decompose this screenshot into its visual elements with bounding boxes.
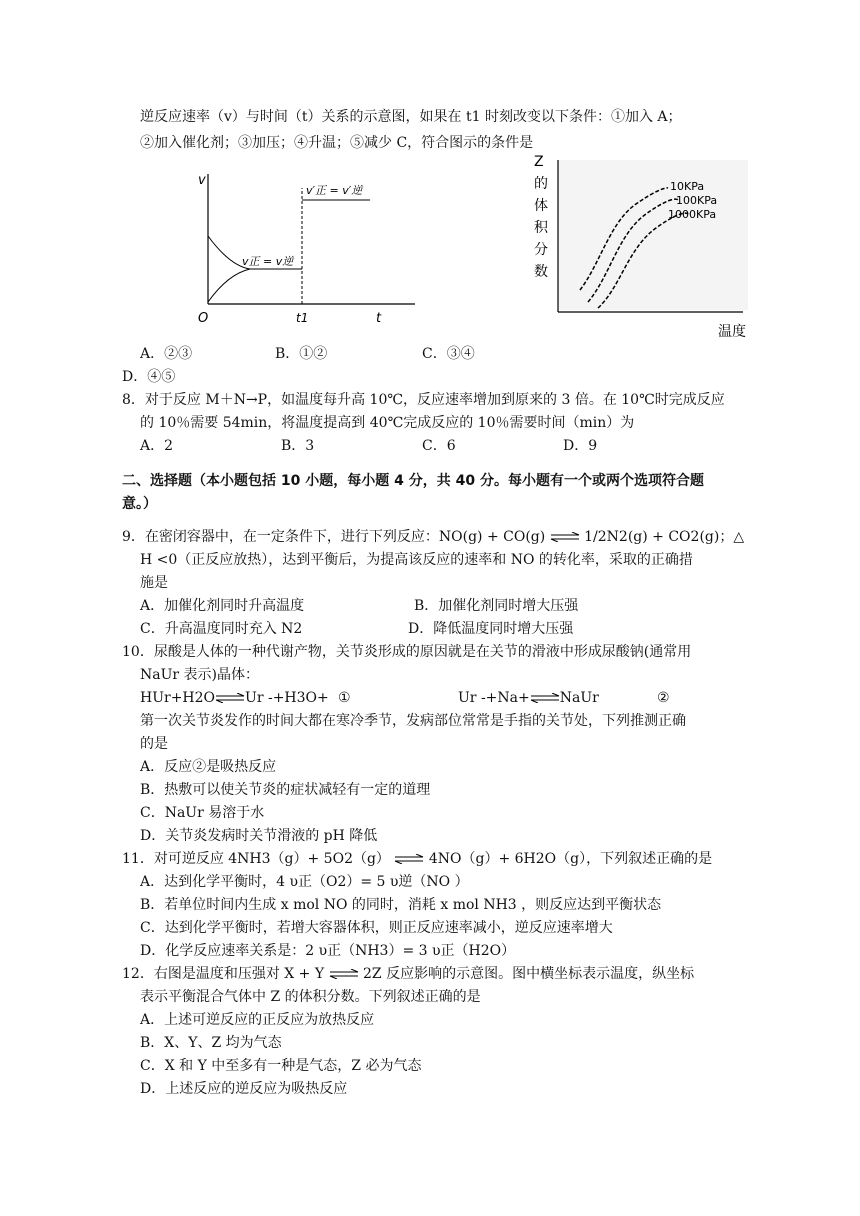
q12-opt-a: A．上述可逆反应的正反应为放热反应 bbox=[140, 1012, 375, 1028]
q7-line1: 逆反应速率（v）与时间（t）关系的示意图，如果在 t1 时刻改变以下条件：①加入 A； bbox=[140, 109, 682, 125]
x-axis-label-temperature: 温度 bbox=[718, 324, 746, 340]
curve-label-10kpa: 10KPa bbox=[670, 180, 705, 193]
q7-opt-a: A．②③ bbox=[140, 346, 193, 362]
q12-line1 bbox=[122, 964, 694, 984]
q11-line1-right: 4NO（g）+ 6H2O（g），下列叙述正确的是 bbox=[428, 851, 713, 867]
z-axis-label-4: 积 bbox=[534, 220, 548, 236]
q9-opt-c: C．升高温度同时充入 N2 bbox=[140, 621, 303, 637]
q10-eq1-right: Ur -+H3O+ bbox=[245, 690, 329, 706]
q8-opt-a: A．2 bbox=[140, 438, 174, 454]
q12-opt-b: B．X、Y、Z 均为气态 bbox=[140, 1035, 282, 1051]
section2-heading-line2: 意。） bbox=[122, 496, 157, 512]
q8-opt-d: D．9 bbox=[563, 438, 598, 454]
equilibrium-arrow-icon bbox=[394, 854, 424, 864]
q10-line2: NaUr 表示)晶体： bbox=[140, 667, 259, 683]
q10-line5: 的是 bbox=[140, 736, 168, 752]
q10-eq2 bbox=[458, 688, 599, 708]
q8-opt-b: B．3 bbox=[281, 438, 315, 454]
z-axis-label-3: 体 bbox=[534, 198, 548, 214]
z-axis-label-5: 分 bbox=[534, 242, 548, 258]
q10-line4: 第一次关节炎发作的时间大都在寒冷季节，发病部位常常是手指的关节处，下列推测正确 bbox=[140, 713, 686, 729]
graph-origin-label: O bbox=[198, 311, 209, 326]
graph-label-after: v′正 = v′逆 bbox=[306, 184, 363, 197]
q12-opt-d: D．上述反应的逆反应为吸热反应 bbox=[140, 1081, 348, 1097]
graph-t-label: t bbox=[376, 311, 382, 326]
q11-opt-a: A．达到化学平衡时，4 υ正（O2）= 5 υ逆（NO ） bbox=[140, 874, 469, 890]
q10-eq1-number: ① bbox=[338, 690, 351, 706]
equilibrium-arrow-icon bbox=[215, 693, 245, 703]
section2-heading-line1: 二、选择题（本小题包括 10 小题，每小题 4 分，共 40 分。每小题有一个或两个选项符合题 bbox=[122, 473, 704, 489]
q8-opt-c: C．6 bbox=[422, 438, 456, 454]
q10-eq2-left: Ur -+Na+ bbox=[458, 690, 530, 706]
q7-line2: ②加入催化剂；③加压；④升温；⑤减少 C，符合图示的条件是 bbox=[140, 135, 534, 151]
q12-line1-left: 12．右图是温度和压强对 X + Y bbox=[122, 966, 325, 982]
q9-opt-d: D．降低温度同时增大压强 bbox=[408, 621, 574, 637]
q11-opt-c: C．达到化学平衡时，若增大容器体积，则正反应速率减小，逆反应速率增大 bbox=[140, 920, 613, 936]
graph-v-label: v bbox=[198, 173, 206, 188]
graph-t1-label: t1 bbox=[296, 311, 309, 325]
q9-line3: 施是 bbox=[140, 575, 168, 591]
q9-opt-b: B．加催化剂同时增大压强 bbox=[414, 598, 579, 614]
equilibrium-arrow-icon bbox=[550, 532, 580, 542]
equilibrium-arrow-icon bbox=[329, 969, 359, 979]
z-axis-label-6: 数 bbox=[534, 264, 548, 280]
q11-line1 bbox=[122, 849, 712, 869]
q10-eq1 bbox=[140, 688, 329, 708]
q9-line2: H <0（正反应放热），达到平衡后，为提高该反应的速率和 NO 的转化率，采取的正确措 bbox=[140, 552, 693, 568]
curve-label-1000kpa: 1000KPa bbox=[668, 208, 717, 221]
q10-eq1-left: HUr+H2O bbox=[140, 690, 216, 706]
curve-label-100kpa: 100KPa bbox=[676, 194, 718, 207]
q10-opt-a: A．反应②是吸热反应 bbox=[140, 759, 277, 775]
q12-line2: 表示平衡混合气体中 Z 的体积分数。下列叙述正确的是 bbox=[140, 989, 481, 1005]
q7-opt-d: D．④⑤ bbox=[122, 369, 176, 385]
q12-line1-right: 2Z 反应影响的示意图。图中横坐标表示温度，纵坐标 bbox=[363, 966, 695, 982]
graph-label-before: v正 = v逆 bbox=[242, 255, 294, 268]
z-axis-label-1: Z bbox=[534, 154, 544, 170]
q12-opt-c: C．X 和 Y 中至多有一种是气态，Z 必为气态 bbox=[140, 1058, 422, 1074]
q9-opt-a: A．加催化剂同时升高温度 bbox=[140, 598, 305, 614]
q8-line2: 的 10％需要 54min，将温度提高到 40℃完成反应的 10％需要时间（min）为 bbox=[140, 415, 635, 431]
q9-line1 bbox=[122, 527, 744, 547]
q10-eq2-number: ② bbox=[657, 690, 670, 706]
q11-line1-left: 11．对可逆反应 4NH3（g）+ 5O2（g） bbox=[122, 851, 390, 867]
equilibrium-arrow-icon bbox=[530, 693, 560, 703]
q7-opt-b: B．①② bbox=[275, 346, 328, 362]
z-fraction-graph bbox=[528, 152, 768, 342]
q11-opt-d: D．化学反应速率关系是：2 υ正（NH3）= 3 υ正（H2O） bbox=[140, 943, 516, 959]
q9-line1-right: 1/2N2(g) + CO2(g)；△ bbox=[584, 529, 745, 545]
q11-opt-b: B．若单位时间内生成 x mol NO 的同时，消耗 x mol NH3 ，则反应达到平衡状态 bbox=[140, 897, 662, 913]
q10-line1: 10．尿酸是人体的一种代谢产物，关节炎形成的原因就是在关节的滑液中形成尿酸钠(通常用 bbox=[122, 644, 692, 660]
q7-opt-c: C．③④ bbox=[422, 346, 475, 362]
z-axis-label-2: 的 bbox=[534, 176, 548, 192]
q8-line1: 8．对于反应 M＋N→P，如温度每升高 10℃，反应速率增加到原来的 3 倍。在 10℃时完成反应 bbox=[122, 392, 725, 408]
velocity-time-graph bbox=[190, 168, 430, 328]
q10-opt-d: D．关节炎发病时关节滑液的 pH 降低 bbox=[140, 828, 378, 844]
q10-opt-c: C．NaUr 易溶于水 bbox=[140, 805, 265, 821]
q9-line1-left: 9．在密闭容器中，在一定条件下，进行下列反应：NO(g) + CO(g) bbox=[122, 529, 546, 545]
q10-opt-b: B．热敷可以使关节炎的症状减轻有一定的道理 bbox=[140, 782, 431, 798]
q10-eq2-right: NaUr bbox=[559, 690, 599, 706]
